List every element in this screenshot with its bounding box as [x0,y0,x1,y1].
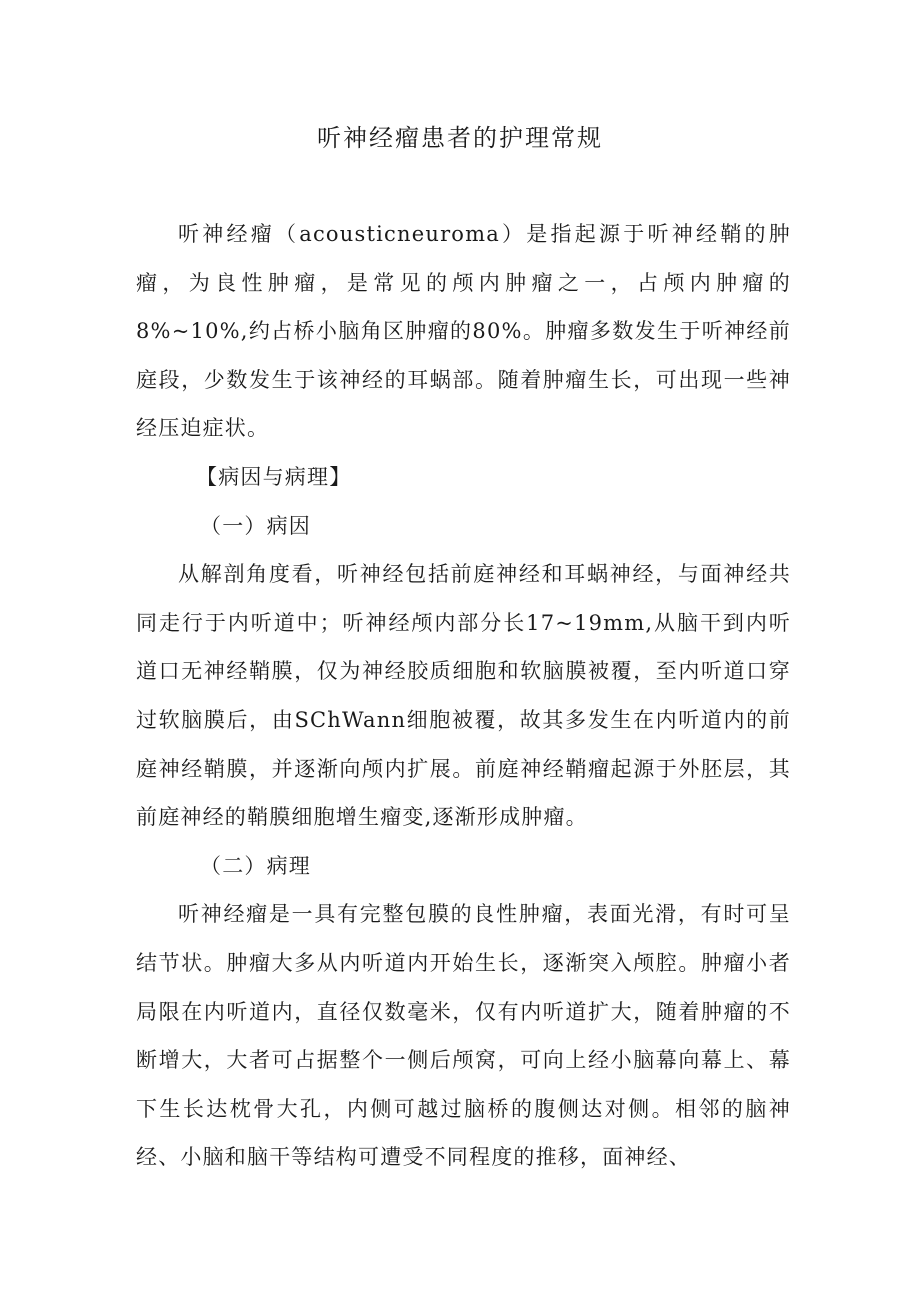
pathology-paragraph: 听神经瘤是一具有完整包膜的良性肿瘤，表面光滑，有时可呈结节状。肿瘤大多从内听道内开始生长，逐渐突入颅腔。肿瘤小者局限在内听道内，直径仅数毫米，仅有内听道扩大，随着肿瘤的不断增大，大者可占据整个一侧后颅窝，可向上经小脑幕向幕上、幕下生长达枕骨大孔，内侧可越过脑桥的腹侧达对侧。相邻的脑神经、小脑和脑干等结构可遭受不同程度的推移，面神经、 [136,902,791,1170]
document-title: 听神经瘤患者的护理常规 [317,124,603,152]
document-body [136,210,791,1182]
section-heading-etiology-pathology: 【病因与病理】 [196,464,352,489]
etiology-paragraph: 从解剖角度看，听神经包括前庭神经和耳蜗神经，与面神经共同走行于内听道中；听神经颅内部分长17~19mm,从脑干到内听道口无神经鞘膜，仅为神经胶质细胞和软脑膜被覆，至内听道口穿过软脑膜后，由SChWann细胞被覆，故其多发生在内听道内的前庭神经鞘膜，并逐渐向颅内扩展。前庭神经鞘瘤起源于外胚层，其前庭神经的鞘膜细胞增生瘤变,逐渐形成肿瘤。 [136,562,791,830]
subsection-heading-pathology: （二）病理 [200,853,311,878]
subsection-heading-etiology: （一）病因 [200,513,311,538]
intro-paragraph: 听神经瘤（acousticneuroma）是指起源于听神经鞘的肿瘤，为良性肿瘤，是常见的颅内肿瘤之一，占颅内肿瘤的8%~10%,约占桥小脑角区肿瘤的80%。肿瘤多数发生于听神经前庭段，少数发生于该神经的耳蜗部。随着肿瘤生长，可出现一些神经压迫症状。 [136,222,791,441]
